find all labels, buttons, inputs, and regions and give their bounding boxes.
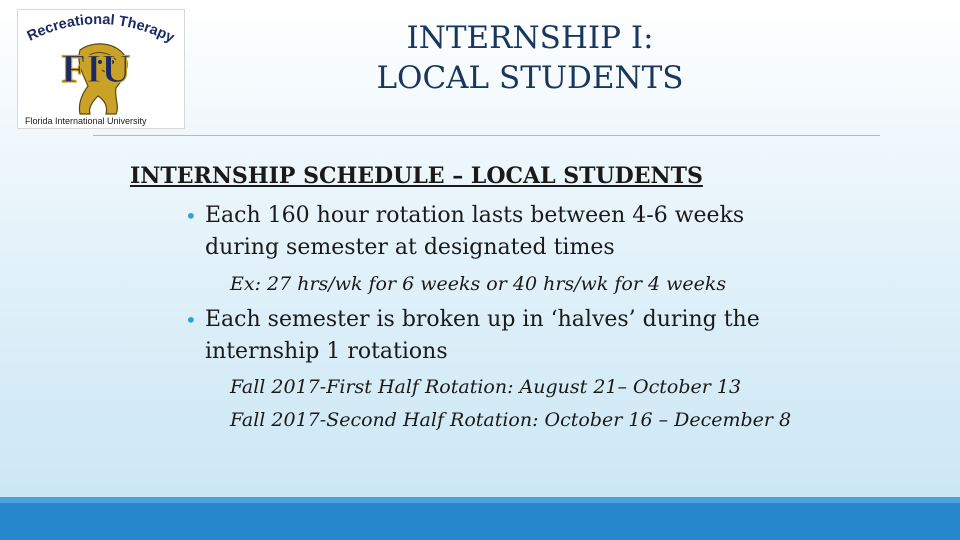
logo-letters: FIU xyxy=(61,46,131,91)
sub-bullet-example: Ex: 27 hrs/wk for 6 weeks or 40 hrs/wk for 4 weeks xyxy=(230,273,727,295)
bullet-text-line2: internship 1 rotations xyxy=(205,339,448,364)
bullet-item xyxy=(185,200,845,264)
footer-band xyxy=(0,497,960,540)
fiu-recreational-therapy-logo xyxy=(17,9,185,129)
bullet-dot-icon: • xyxy=(185,308,197,332)
slide-title xyxy=(300,18,760,98)
footer-band-highlight xyxy=(0,497,960,503)
bullet-text-line1: Each semester is broken up in ‘halves’ during the xyxy=(205,307,760,332)
bullet-text-line1: Each 160 hour rotation lasts between 4-6 weeks xyxy=(205,203,745,228)
slide-title-line1: INTERNSHIP I: xyxy=(406,20,654,56)
slide-title-line2: LOCAL STUDENTS xyxy=(376,60,684,96)
title-divider xyxy=(93,135,880,136)
sub-bullet-second-half: Fall 2017-Second Half Rotation: October 16 – December 8 xyxy=(230,409,792,431)
bullet-text-line2: during semester at designated times xyxy=(205,235,615,260)
bullet-dot-icon: • xyxy=(185,204,197,228)
bullet-item xyxy=(185,304,845,368)
sub-bullet-first-half: Fall 2017-First Half Rotation: August 21– October 13 xyxy=(230,376,742,398)
logo-footer-text: Florida International University xyxy=(25,116,147,126)
logo-arc-text: Recreational Therapy xyxy=(24,11,177,47)
section-heading: INTERNSHIP SCHEDULE – LOCAL STUDENTS xyxy=(130,163,703,189)
